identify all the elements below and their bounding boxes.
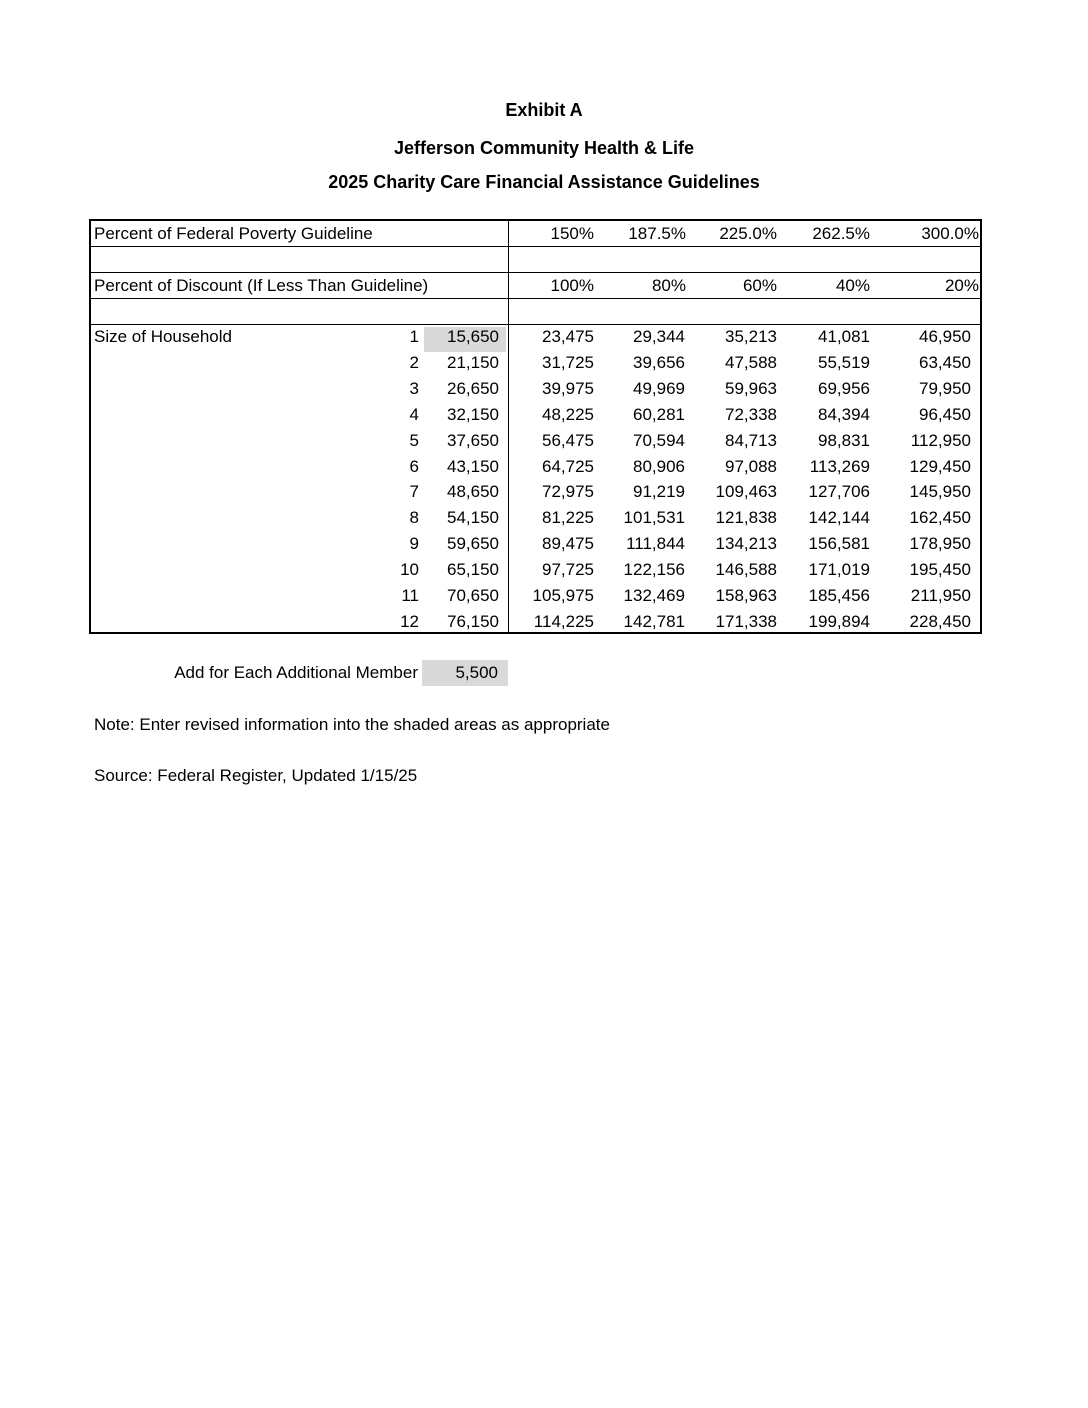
guideline-value-cell: 111,844 [626,534,685,554]
guideline-value-cell: 97,725 [542,560,594,580]
household-size-cell: 11 [401,586,419,605]
guideline-value-cell: 39,656 [633,352,685,372]
guideline-value-cell: 113,269 [809,456,870,476]
base-guideline-cell: 37,650 [447,430,499,450]
base-guideline-cell: 70,650 [447,586,499,605]
household-size-cell: 2 [409,352,419,372]
guideline-value-cell: 211,950 [910,586,971,605]
guideline-value-cell: 89,475 [542,534,594,554]
guideline-value-cell: 39,975 [542,378,594,398]
guideline-value-cell: 122,156 [623,560,685,580]
guideline-value-cell: 132,469 [623,586,685,605]
guideline-value-cell: 145,950 [909,482,971,502]
guideline-value-cell: 29,344 [633,327,685,346]
row-divider [91,272,980,273]
household-size-cell: 3 [409,378,419,398]
base-guideline-cell: 76,150 [447,611,499,631]
discount-cell: 20% [944,276,979,295]
guideline-value-cell: 96,450 [919,404,971,424]
row-divider [91,324,980,325]
guideline-value-cell: 63,450 [919,352,971,372]
household-size-cell: 8 [409,508,419,528]
guideline-value-cell: 49,969 [633,378,685,398]
poverty-level-cell: 225.0% [719,224,777,243]
guideline-value-cell: 64,725 [542,456,594,476]
base-guideline-cell: 32,150 [447,404,499,424]
row-divider [91,298,980,299]
guideline-value-cell: 199,894 [808,611,870,631]
organization-title: Jefferson Community Health & Life [393,138,695,158]
household-size-cell: 6 [409,456,419,476]
guidelines-table [89,219,982,634]
guideline-value-cell: 56,475 [542,430,594,450]
household-size-label: Size of Household [94,327,232,346]
household-size-cell: 10 [400,560,419,580]
guideline-value-cell: 41,081 [818,327,870,346]
guideline-value-cell: 91,219 [633,482,685,502]
poverty-level-cell: 150% [550,224,594,243]
base-guideline-cell: 21,150 [447,352,499,372]
household-size-cell: 12 [400,611,419,631]
exhibit-title: Exhibit A [505,100,583,120]
guideline-value-cell: 171,338 [715,611,777,631]
guideline-value-cell: 171,019 [808,560,870,580]
guideline-value-cell: 35,213 [725,327,777,346]
guideline-value-cell: 69,956 [818,378,870,398]
guideline-value-cell: 114,225 [533,611,594,631]
household-size-cell: 9 [409,534,419,554]
guideline-value-cell: 47,588 [725,352,777,372]
guideline-value-cell: 60,281 [633,404,685,424]
guideline-value-cell: 48,225 [542,404,594,424]
discount-label: Percent of Discount (If Less Than Guideline) [94,276,429,295]
guideline-value-cell: 134,213 [715,534,777,554]
guideline-value-cell: 46,950 [919,327,971,346]
base-guideline-cell: 54,150 [447,508,499,528]
additional-member-label: Add for Each Additional Member [174,663,418,682]
base-guideline-cell[interactable]: 15,650 [447,327,499,346]
poverty-guideline-label: Percent of Federal Poverty Guideline [94,224,373,243]
household-size-cell: 5 [409,430,419,450]
guideline-value-cell: 156,581 [808,534,870,554]
row-divider [91,246,980,247]
guideline-value-cell: 81,225 [542,508,594,528]
guideline-value-cell: 162,450 [909,508,971,528]
discount-cell: 40% [835,276,870,295]
guideline-value-cell: 142,144 [808,508,870,528]
guideline-value-cell: 112,950 [910,430,971,450]
guideline-value-cell: 129,450 [909,456,971,476]
guideline-value-cell: 185,456 [808,586,870,605]
guideline-value-cell: 178,950 [909,534,971,554]
guideline-value-cell: 80,906 [633,456,685,476]
guidelines-subtitle: 2025 Charity Care Financial Assistance Guidelines [328,172,760,192]
base-guideline-cell: 65,150 [447,560,499,580]
base-guideline-cell: 26,650 [447,378,499,398]
guideline-value-cell: 195,450 [909,560,971,580]
guideline-value-cell: 72,975 [542,482,594,502]
guideline-value-cell: 127,706 [808,482,870,502]
household-size-cell: 4 [409,404,419,424]
guideline-value-cell: 84,713 [725,430,777,450]
guideline-value-cell: 84,394 [818,404,870,424]
guideline-value-cell: 97,088 [725,456,777,476]
guideline-value-cell: 79,950 [919,378,971,398]
guideline-value-cell: 55,519 [818,352,870,372]
guideline-value-cell: 101,531 [623,508,685,528]
note-text: Note: Enter revised information into the shaded areas as appropriate [94,715,610,734]
guideline-value-cell: 98,831 [818,430,870,450]
guideline-value-cell: 121,838 [715,508,777,528]
guideline-value-cell: 228,450 [909,611,971,631]
guideline-value-cell: 31,725 [542,352,594,372]
guideline-value-cell: 23,475 [542,327,594,346]
guideline-value-cell: 105,975 [532,586,594,605]
base-guideline-cell: 48,650 [447,482,499,502]
guideline-value-cell: 72,338 [725,404,777,424]
source-text: Source: Federal Register, Updated 1/15/25 [94,766,418,785]
guideline-value-cell: 158,963 [715,586,777,605]
poverty-level-cell: 300.0% [921,224,979,243]
guideline-value-cell: 146,588 [715,560,777,580]
poverty-level-cell: 187.5% [628,224,686,243]
base-guideline-cell: 59,650 [447,534,499,554]
guideline-value-cell: 70,594 [633,430,685,450]
poverty-level-cell: 262.5% [812,224,870,243]
additional-member-value[interactable]: 5,500 [455,663,498,682]
discount-cell: 100% [550,276,594,295]
discount-cell: 80% [651,276,686,295]
household-size-cell: 1 [409,327,419,346]
guideline-value-cell: 142,781 [623,611,685,631]
guideline-value-cell: 59,963 [725,378,777,398]
guideline-value-cell: 109,463 [715,482,777,502]
household-size-cell: 7 [409,482,419,502]
discount-cell: 60% [742,276,777,295]
base-guideline-cell: 43,150 [447,456,499,476]
